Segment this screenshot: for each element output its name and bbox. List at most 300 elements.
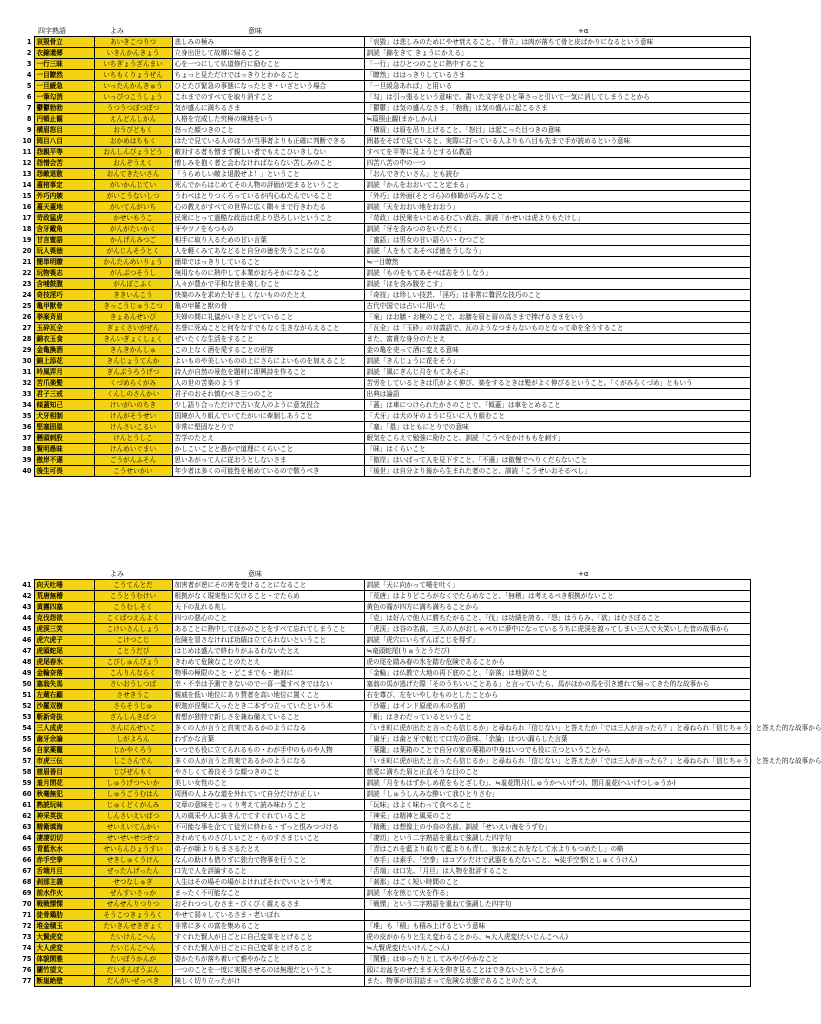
plus-cell: ≒竜頭蛇尾(りゅうとうだび) [364,646,750,657]
meaning-cell: 不可能な事を企てて徒労に終わる・ずっと恨みつづける [172,822,364,833]
plus-cell: 「虎渓」は谷の名前。三人の人がおしゃべりに夢中になっているうちに虎渓を渡ってしまい三人で大笑いした昔の故事から [364,624,750,635]
plus-cell: 「神采」は精神と風采のこと [364,811,750,822]
plus-cell: 「堆」も「積」も積み上げるという意味 [364,921,750,932]
reading-cell: いったんかんきゅう [94,81,172,92]
reading-cell: じびぜんもく [94,767,172,778]
table-row [18,624,750,635]
row-number: 5 [26,82,32,90]
table-row [18,257,750,268]
row-number: 66 [22,856,32,864]
table-row [18,433,750,444]
row-number: 29 [22,346,32,354]
plus-cell: 「刹那」はごく短い時間のこと [364,877,750,888]
meaning-cell: 険しく切り立ったがけ [172,976,364,987]
plus-cell: ≒大賢虎変(たいけんこへん) [364,943,750,954]
table-row [18,954,750,965]
plus-cell: 「赤手」は素手、「空拳」はコブシだけで武器をもたないこと、≒徒手空拳(としゅくうけん) [364,855,750,866]
row-number: 72 [22,922,32,930]
table-row [18,334,750,345]
plus-cell [364,910,750,921]
word-cell: 玩物喪志 [34,268,94,279]
row-number: 75 [22,955,32,963]
meaning-cell: 無用なものに熱中して本業がおろそかになること [172,268,364,279]
word-cell: 玉砕瓦全 [34,323,94,334]
row-number: 57 [22,757,32,765]
table-row [18,811,750,822]
plus-cell: 訓読「人をもてあそべば徳をうしなう」 [364,246,750,257]
meaning-cell: 悲しみの極み [172,37,364,48]
header-row-2 [18,569,750,579]
plus-cell: 「斬」はきわだっているということ [364,712,750,723]
table-row [18,657,750,668]
meaning-cell: いつでも役に立てられるもの・わが手中のものや人物 [172,745,364,756]
meaning-cell: 幸・不幸は予測できないので一喜一憂すべきではない [172,679,364,690]
reading-cell: かんげんみつご [94,235,172,246]
table-block-2 [18,569,821,987]
meaning-cell: 怒った顔つきのこと [172,125,364,136]
table-row [18,444,750,455]
word-cell: 怨憎会苦 [34,158,94,169]
meaning-cell: 姿かたちが落ち着いて雅やかなこと [172,954,364,965]
row-number: 16 [22,203,32,211]
meaning-cell: 天下の乱れる兆し [172,602,364,613]
reading-cell: くづめらくがみ [94,378,172,389]
row-number: 68 [22,878,32,886]
row-number: 61 [22,801,32,809]
plus-cell: 「案」はお膳・お椀のことで、お膳を眉と眉の高さまで捧げるさまをいう [364,312,750,323]
meaning-cell: 死んでからはじめてその人物の評価が定まるということ [172,180,364,191]
reading-cell: いちもくりょうぜん [94,70,172,81]
reading-cell: がいてんがいち [94,202,172,213]
row-number: 55 [22,735,32,743]
plus-cell: 「犬牙」は犬の牙のように互いに入り組むこと [364,411,750,422]
reading-cell: ききいんこう [94,290,172,301]
header-meaning: 意味 [248,27,262,35]
reading-cell: ざんしんきばつ [94,712,172,723]
word-cell: 一目瞭然 [34,70,94,81]
plus-cell: すべてを平等に見ようとする仏教語 [364,147,750,158]
word-cell: 堆金積玉 [34,921,94,932]
plus-cell: 「荒唐」はよりどころがなくでたらめなこと、「無稽」は考えるべき根拠がないこと [364,591,750,602]
table-row [18,290,750,301]
row-number: 48 [22,658,32,666]
row-number: 60 [22,790,32,798]
word-cell: 一旦緩急 [34,81,94,92]
word-cell: 亀甲獣骨 [34,301,94,312]
row-number: 42 [22,592,32,600]
plus-cell: 訓読「かんをおおいてこと定まる」 [364,180,750,191]
row-number: 9 [26,126,32,134]
table-row [18,37,750,48]
word-cell: 苦爪楽髪 [34,378,94,389]
meaning-cell: 多くの人が言うと真実であるかのようになる [172,756,364,767]
reading-cell: たいぼうかんが [94,954,172,965]
row-number: 36 [22,423,32,431]
plus-cell: 「昧」はくらいこと [364,444,750,455]
row-number: 33 [22,390,32,398]
reading-cell: きっこうじゅうこつ [94,301,172,312]
plus-cell: 「おんできたいさん」とも読む [364,169,750,180]
word-cell: 錦衣玉食 [34,334,94,345]
table-row [18,767,750,778]
word-cell: 秋毫無犯 [34,789,94,800]
reading-cell: ことうだび [94,646,172,657]
row-number: 34 [22,401,32,409]
row-number: 13 [22,170,32,178]
word-cell: 吟風弄月 [34,367,94,378]
meaning-cell: 根拠がなく現実性に欠けること・でたらめ [172,591,364,602]
table-row [18,910,750,921]
plus-cell: 訓読「虎穴にいらずんばこじを得ず」 [364,635,750,646]
reading-cell: あいきこつりつ [94,37,172,48]
word-cell: 羞月閉花 [34,778,94,789]
meaning-cell: 牙やツノをもつもの [172,224,364,235]
reading-cell: さらそうじゅ [94,701,172,712]
plus-cell: 訓読「ものをもてあそべば志をうしなう」 [364,268,750,279]
word-cell: 金亀換酒 [34,345,94,356]
reading-cell: さんにんせいこ [94,723,172,734]
row-number: 23 [22,280,32,288]
reading-cell: こうせいかい [94,466,172,477]
reading-cell: がいかんじてい [94,180,172,191]
meaning-cell: 年少者は多くの可能性を秘めているので敬うべき [172,466,364,477]
row-number: 12 [22,159,32,167]
meaning-cell: うわべはとりつくろっているが内心ねたんでいること [172,191,364,202]
row-number: 64 [22,834,32,842]
row-number: 53 [22,713,32,721]
reading-cell: しんさいえいばつ [94,811,172,822]
reading-cell: たいじんこへん [94,943,172,954]
table-row [18,59,750,70]
meaning-cell: 多くの人が言うと真実であるかのようになる [172,723,364,734]
plus-cell: 「鬱鬱」は気の盛んなさま、「勃勃」は気の盛んに起こるさま [364,103,750,114]
meaning-cell: 非常に多くの富を集めること [172,921,364,932]
meaning-cell: きわめて危険なことのたとえ [172,657,364,668]
table-row [18,103,750,114]
word-cell: 前水作火 [34,888,94,899]
meaning-cell: 人の風采や人に抜きんでてすぐれていること [172,811,364,822]
plus-cell: 虎の皮がからりと生え変わることから、≒大人虎変(たいじんこへん) [364,932,750,943]
reading-cell: しこさんでん [94,756,172,767]
reading-cell: いきんかんきょう [94,48,172,59]
meaning-cell: 名誉に死ぬことと何をなすでもなく生きながらえること [172,323,364,334]
reading-cell: じゅくどくがんみ [94,800,172,811]
table-row [18,943,750,954]
plus-cell: 古代中国では占いに用いた [364,301,750,312]
word-cell: 虎頭蛇尾 [34,646,94,657]
row-number: 49 [22,669,32,677]
reading-cell: こけつこじ [94,635,172,646]
meaning-cell: 物事の極限のこと・どこまでも・絶対に [172,668,364,679]
plus-cell: 囲碁をそばで見ていると、実際に打っている人よりも八目も先まで手が読めるという意味 [364,136,750,147]
header-reading: よみ [110,570,124,578]
word-cell: 凄凄切切 [34,833,94,844]
table-row [18,591,750,602]
meaning-cell: これまでのすべてを取り消すこと [172,92,364,103]
table-row [18,213,750,224]
meaning-cell: わずかな言葉 [172,734,364,745]
table-row [18,455,750,466]
word-cell: 歯牙余論 [34,734,94,745]
meaning-cell: きわめてものさびしいこと・ものすさまじいこと [172,833,364,844]
row-number: 2 [26,49,32,57]
row-number: 69 [22,889,32,897]
row-number: 21 [22,258,32,266]
reading-cell: こくばつえんよく [94,613,172,624]
reading-cell: そうこつきょうろく [94,910,172,921]
meaning-cell: 人生はその場その場がよければそれでいいという考え [172,877,364,888]
row-number: 7 [26,104,32,112]
word-cell: 玩人喪徳 [34,246,94,257]
plus-cell: 「後世」は自分より後から生まれた者のこと、訓読「こうせいおそるべし」 [364,466,750,477]
word-cell: 沙羅双樹 [34,701,94,712]
reading-cell: こうてんとだ [94,580,172,591]
reading-cell: きょあんせいび [94,312,172,323]
plus-cell: 「歯牙」は歯と牙で転じて口先の意味、「余論」はつい漏らした言葉 [364,734,750,745]
meaning-cell: 苦学のたとえ [172,433,364,444]
header-row-1 [18,26,750,36]
table-row [18,411,750,422]
table-row [18,378,750,389]
reading-cell: けんとうしこ [94,433,172,444]
row-number: 77 [22,977,32,985]
table-row [18,613,750,624]
word-cell: 虎渓三笑 [34,624,94,635]
reading-cell: おんてきたいさん [94,169,172,180]
row-number: 32 [22,379,32,387]
word-cell: 円頓止観 [34,114,94,125]
row-number: 38 [22,445,32,453]
reading-cell: けいがいのちき [94,400,172,411]
reading-cell: えんどんしかん [94,114,172,125]
word-cell: 精衛填海 [34,822,94,833]
plus-cell: 「蓋」は車につけられたかさのことで、「傾蓋」は車をとめること [364,400,750,411]
word-cell: 青藍氷水 [34,844,94,855]
reading-cell: せきしゅくうけん [94,855,172,866]
meaning-cell: 亀の甲羅と獣の骨 [172,301,364,312]
reading-cell: ごうがんふそん [94,455,172,466]
plus-cell: また、富貴な身分のたとえ [364,334,750,345]
word-cell: 戦戦慄慄 [34,899,94,910]
header-plus: +α [578,570,589,578]
reading-cell: こびしゅんぴょう [94,657,172,668]
reading-cell: がんぶつそうし [94,268,172,279]
reading-cell: がんじんそうとく [94,246,172,257]
row-number: 31 [22,368,32,376]
row-number: 65 [22,845,32,853]
row-number: 37 [22,434,32,442]
table-row [18,679,750,690]
meaning-cell: やせて弱々しているさま・老いぼれ [172,910,364,921]
reading-cell: しゅうごうむはん [94,789,172,800]
table-row [18,701,750,712]
table-row [18,932,750,943]
row-number: 71 [22,911,32,919]
reading-cell: こうとうむけい [94,591,172,602]
meaning-cell: すぐれた賢人が日ごとに自己変革をとげること [172,943,364,954]
row-number: 3 [26,60,32,68]
meaning-cell: 君子のおそれ慎むべき三つのこと [172,389,364,400]
plus-cell: 「一旦緩急あれば」と用いる [364,81,750,92]
reading-cell: じかやくろう [94,745,172,756]
meaning-cell: ひとたび緊急の事態になったとき・いざという場合 [172,81,364,92]
word-cell: 斬新奇抜 [34,712,94,723]
meaning-cell: この上なく酒を愛することの形容 [172,345,364,356]
plus-cell: 訓読「きんじょうに花をそう」 [364,356,750,367]
word-cell: 岡目八目 [34,136,94,147]
word-cell: 横眉怒目 [34,125,94,136]
table-row [18,301,750,312]
word-cell: 塞翁失馬 [34,679,94,690]
table-row [18,48,750,59]
table-row [18,235,750,246]
row-number: 10 [22,137,32,145]
table-row [18,888,750,899]
reading-cell: おんぞうえく [94,158,172,169]
row-number: 14 [22,181,32,189]
word-cell: 鬱鬱勃勃 [34,103,94,114]
table-row [18,400,750,411]
reading-cell: きんじょうてんか [94,356,172,367]
word-cell: 後生可畏 [34,466,94,477]
header-meaning: 意味 [248,570,262,578]
row-number: 41 [22,581,32,589]
table-block-1 [18,26,750,477]
plus-cell: 「いま町に虎が出たと言ったら信じるか」と尋ねられ「信じない」と答えたが「では三人が言ったら？」と尋ねられ「信じちゃう」と答えた的な故事から [364,723,750,734]
plus-cell: 「蜜語」は男女の甘い語らい・むつごと [364,235,750,246]
reading-cell: せいせいせつせつ [94,833,172,844]
word-cell: 甘言蜜語 [34,235,94,246]
plus-cell: 「いま町に虎が出たと言ったら信じるか」と尋ねられ「信じない」と答えたが「では三人が言ったら？」と尋ねられ「信じちゃう」と答えた的な故事から [364,756,750,767]
plus-cell: 「外巧」は外面(そとづら)の修飾が巧みなこと [364,191,750,202]
word-cell: 哀毀骨立 [34,37,94,48]
reading-cell: うつうつぼつぼつ [94,103,172,114]
meaning-cell: 加害者が逆にその害を受けることになること [172,580,364,591]
plus-cell: 訓読「錦をきて きょうにかえる」 [364,48,750,59]
reading-cell: ぜんすいさっか [94,888,172,899]
table-row [18,921,750,932]
row-number: 6 [26,93,32,101]
word-cell: 苛政猛虎 [34,213,94,224]
meaning-cell: 少し語り合っただけで古い友人のように意気投合 [172,400,364,411]
reading-cell: がいこうないしつ [94,191,172,202]
plus-cell: 出典は論語 [364,389,750,400]
reading-cell: だんがいぜっぺき [94,976,172,987]
table-row [18,136,750,147]
reading-cell: がんぽこふく [94,279,172,290]
plus-cell: 「一行」はひとつのことに熱中すること [364,59,750,70]
reading-cell: おうびどもく [94,125,172,136]
word-cell: 赤手空拳 [34,855,94,866]
word-cell: 蓋天蓋地 [34,202,94,213]
reading-cell: けんさいこるい [94,422,172,433]
table-row [18,268,750,279]
word-cell: 蓋棺事定 [34,180,94,191]
word-cell: 簡単明瞭 [34,257,94,268]
reading-cell: いちぎょうざんまい [94,59,172,70]
word-cell: 傾蓋知己 [34,400,94,411]
table-row [18,345,750,356]
reading-cell: せいえいてんかい [94,822,172,833]
row-number: 63 [22,823,32,831]
word-cell: 徒骨鶏肋 [34,910,94,921]
plus-cell: 訓読「月をもはずかしめ花をもとざしむ」、≒羞花閉月(しゅうかへいげつ)、閉月羞花(へいげつしゅうか) [364,778,750,789]
meaning-cell: 詩人が自然の景色を題材に即興詩を作ること [172,367,364,378]
row-number: 62 [22,812,32,820]
row-number: 45 [22,625,32,633]
meaning-cell: 弟子が師よりもまさるたとえ [172,844,364,855]
word-cell: 君子三戒 [34,389,94,400]
meaning-cell: やさしくて善良そうな顔つきのこと [172,767,364,778]
reading-cell: けんがそうせい [94,411,172,422]
table-row [18,114,750,125]
plus-cell: 「克」は好んで他人に勝ちたがること、「伐」は功績を誇る、「怨」はうらみ、「欲」はむさぼること [364,613,750,624]
meaning-cell: 着想が独特で新しさを兼ね備えていること [172,712,364,723]
word-cell: 体貌閑雅 [34,954,94,965]
row-number: 27 [22,324,32,332]
row-number: 40 [22,467,32,475]
word-cell: 衣錦還郷 [34,48,94,59]
row-number: 35 [22,412,32,420]
word-cell: 奇技淫巧 [34,290,94,301]
plus-cell: 「沙羅」はインド原産の木の名前 [364,701,750,712]
row-number: 15 [22,192,32,200]
plus-cell: また、物事が切羽詰まって危険な状態であることのたとえ [364,976,750,987]
reading-cell: しがよろん [94,734,172,745]
reading-cell: きんきかんしゅ [94,345,172,356]
meaning-cell: あることに熱中してほかのことをすべて忘れてしまうこと [172,624,364,635]
plus-cell: ≒一目瞭然 [364,257,750,268]
plus-cell: 訓読「水を煎じて火を作る」 [364,888,750,899]
table-row [18,70,750,81]
table-row [18,690,750,701]
table-row [18,635,750,646]
reading-cell: かせいもうこ [94,213,172,224]
table-row [18,158,750,169]
table-row [18,279,750,290]
reading-cell: させきうこ [94,690,172,701]
plus-cell: 「塞」「塁」はともにとりでの意味 [364,422,750,433]
word-cell: 大賢虎変 [34,932,94,943]
table-row [18,389,750,400]
meaning-cell: 危険を冒さなければ功績は立てられないということ [172,635,364,646]
row-number: 28 [22,335,32,343]
meaning-cell: 夫婦の間に礼儀がいきとどいていること [172,312,364,323]
reading-cell: こんりんならく [94,668,172,679]
reading-cell: しゅうげつへいか [94,778,172,789]
word-cell: 挙案斉眉 [34,312,94,323]
meaning-cell: 思いあがって人に従おうとしないさま [172,455,364,466]
word-cell: 蘭竹望文 [34,965,94,976]
plus-cell: 金の亀を売って酒に変える意味 [364,345,750,356]
header-word: 四字熟語 [38,27,66,35]
reading-cell: たいけんこへん [94,932,172,943]
table-row [18,668,750,679]
row-number: 52 [22,702,32,710]
plus-cell: 虎の尾を踏み春の氷を踏む危険であることから [364,657,750,668]
meaning-cell: かしこいことと愚かで道理にくらいこと [172,444,364,455]
table-row [18,734,750,745]
row-number: 19 [22,236,32,244]
reading-cell: さいおうしつば [94,679,172,690]
row-number: 22 [22,269,32,277]
meaning-cell: 民衆にとって過酷な政治は虎より恐ろしいということ [172,213,364,224]
meaning-cell: 口先で人を評論すること [172,866,364,877]
word-cell: 怨敵退散 [34,169,94,180]
row-number: 43 [22,603,32,611]
reading-cell: ぎょくさいがぜん [94,323,172,334]
word-cell: 大人虎変 [34,943,94,954]
